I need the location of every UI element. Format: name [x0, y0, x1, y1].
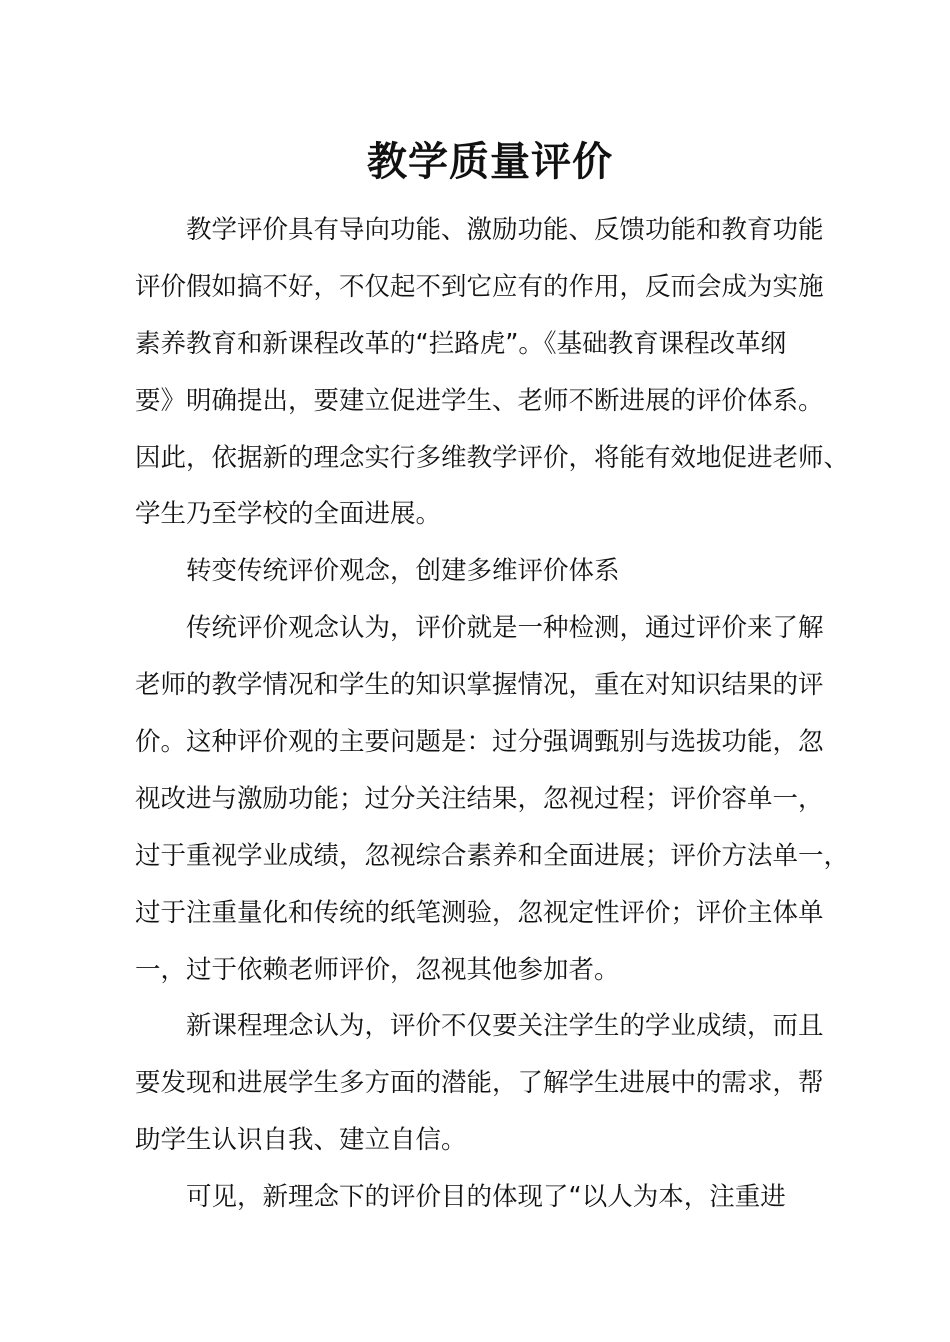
text-line: 价。这种评价观的主要问题是：过分强调甄别与选拔功能，忽: [135, 727, 824, 758]
text-line: 一，过于依赖老师评价，忽视其他参加者。: [135, 954, 620, 985]
text-line: 可见，新理念下的评价目的体现了“以人为本，注重进: [186, 1182, 786, 1213]
text-line: 过于注重量化和传统的纸笔测验，忽视定性评价；评价主体单: [135, 897, 824, 928]
text-line: 新课程理念认为，评价不仅要关注学生的学业成绩，而且: [186, 1011, 824, 1042]
text-line: 要》明确提出，要建立促进学生、老师不断进展的评价体系。: [135, 385, 824, 416]
text-line: 传统评价观念认为，评价就是一种检测，通过评价来了解: [186, 613, 824, 644]
text-line: 过于重视学业成绩，忽视综合素养和全面进展；评价方法单一，: [135, 840, 850, 871]
text-line: 转变传统评价观念，创建多维评价体系: [186, 556, 620, 587]
document-title: 教学质量评价: [367, 139, 613, 185]
text-line: 老师的教学情况和学生的知识掌握情况，重在对知识结果的评: [135, 670, 824, 701]
text-line: 视改进与激励功能；过分关注结果，忽视过程；评价容单一，: [135, 783, 824, 814]
text-line: 因此，依据新的理念实行多维教学评价，将能有效地促进老师、: [135, 442, 850, 473]
document-body: [135, 202, 875, 1226]
text-line: 教学评价具有导向功能、激励功能、反馈功能和教育功能: [186, 215, 824, 245]
text-line: 要发现和进展学生多方面的潜能，了解学生进展中的需求，帮: [135, 1068, 824, 1099]
text-line: 评价假如搞不好，不仅起不到它应有的作用，反而会成为实施: [135, 271, 824, 302]
text-line: 素养教育和新课程改革的“拦路虎”。《基础教育课程改革纲: [135, 328, 787, 359]
text-line: 学生乃至学校的全面进展。: [135, 499, 442, 530]
text-line: 助学生认识自我、建立自信。: [135, 1125, 467, 1156]
